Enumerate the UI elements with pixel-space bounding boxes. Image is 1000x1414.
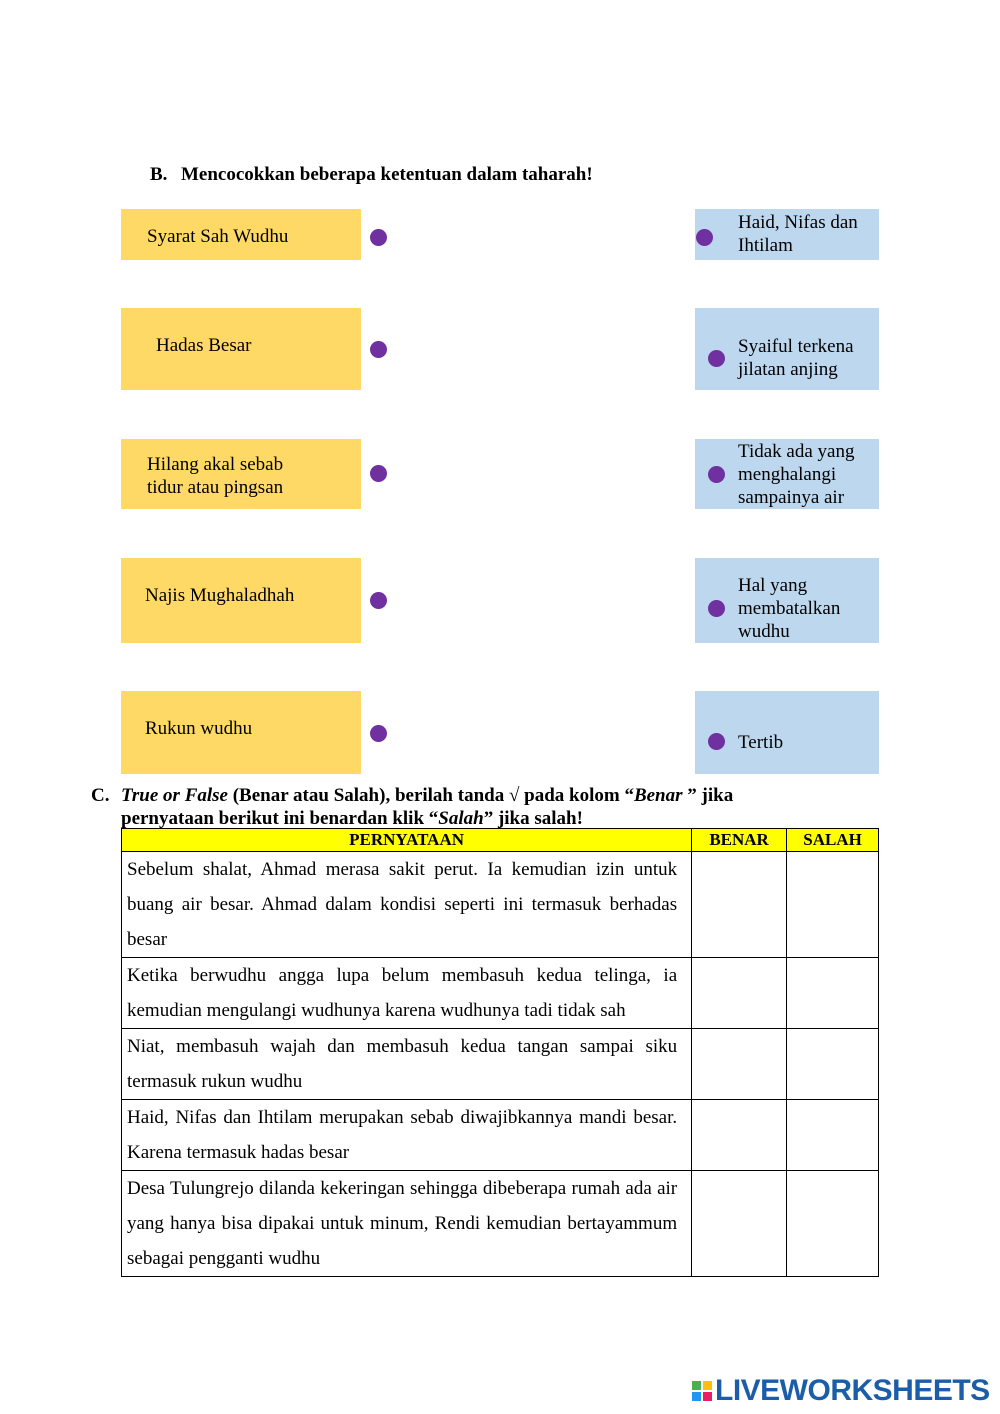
match-left-item-4 — [121, 558, 361, 643]
match-right-label: Tertib — [738, 732, 784, 753]
statement-cell: Niat, membasuh wajah dan membasuh kedua tangan sampai siku termasuk rukun wudhu — [122, 1029, 692, 1100]
section-c-line2-part2: ” jika salah! — [483, 808, 583, 829]
section-c-line-2 — [91, 807, 891, 830]
benar-checkbox-cell[interactable] — [692, 1171, 787, 1277]
section-b-title: Mencocokkan beberapa ketentuan dalam taharah! — [181, 164, 593, 185]
match-right-label: Haid, Nifas dan Ihtilam — [738, 212, 858, 256]
match-right-label: Tidak ada yang menghalangi sampainya air — [738, 441, 855, 508]
header-benar: BENAR — [692, 829, 787, 852]
section-c-title-part2: ” jika — [682, 785, 734, 806]
table-row — [122, 958, 879, 1029]
header-salah: SALAH — [787, 829, 879, 852]
match-left-item-1 — [121, 209, 361, 260]
section-c-title-italic: True or False — [121, 785, 228, 806]
salah-checkbox-cell[interactable] — [787, 852, 879, 958]
match-left-label: Syarat Sah Wudhu — [147, 226, 289, 247]
match-left-dot-5[interactable] — [370, 725, 387, 742]
match-left-item-2 — [121, 308, 361, 390]
table-header-row — [122, 829, 879, 852]
benar-checkbox-cell[interactable] — [692, 1100, 787, 1171]
table-row — [122, 1029, 879, 1100]
table-row — [122, 1100, 879, 1171]
match-left-dot-2[interactable] — [370, 341, 387, 358]
section-c-heading — [91, 784, 891, 830]
section-c-benar-italic: Benar — [633, 785, 683, 806]
match-right-dot-5[interactable] — [708, 733, 725, 750]
salah-checkbox-cell[interactable] — [787, 1029, 879, 1100]
match-left-label: Hilang akal sebab tidur atau pingsan — [147, 454, 284, 498]
match-right-dot-3[interactable] — [708, 466, 725, 483]
statement-cell: Sebelum shalat, Ahmad merasa sakit perut. Ia kemudian izin untuk buang air besar. Ahmad dalam kondisi seperti ini termasuk berhadas besar — [122, 852, 692, 958]
match-right-label: Syaiful terkena jilatan anjing — [738, 336, 854, 380]
match-right-label: Hal yang membatalkan wudhu — [738, 575, 841, 642]
section-c-letter: C. — [91, 785, 110, 806]
benar-checkbox-cell[interactable] — [692, 1029, 787, 1100]
logo-grid-icon — [692, 1381, 712, 1401]
match-left-label: Najis Mughaladhah — [145, 585, 295, 606]
benar-checkbox-cell[interactable] — [692, 958, 787, 1029]
statement-cell: Haid, Nifas dan Ihtilam merupakan sebab diwajibkannya mandi besar. Karena termasuk hadas besar — [122, 1100, 692, 1171]
match-right-item-5 — [695, 691, 879, 774]
match-left-item-5 — [121, 691, 361, 774]
match-right-dot-4[interactable] — [708, 600, 725, 617]
section-c-salah-italic: Salah — [438, 808, 484, 829]
match-left-label: Hadas Besar — [156, 335, 252, 356]
match-left-dot-3[interactable] — [370, 465, 387, 482]
match-left-dot-1[interactable] — [370, 229, 387, 246]
match-right-item-2 — [695, 308, 879, 390]
section-c-line2-part1: pernyataan berikut ini benardan klik “ — [121, 808, 439, 829]
statement-cell: Ketika berwudhu angga lupa belum membasuh kedua telinga, ia kemudian mengulangi wudhunya karena wudhunya tadi tidak sah — [122, 958, 692, 1029]
benar-checkbox-cell[interactable] — [692, 852, 787, 958]
header-statement: PERNYATAAN — [122, 829, 692, 852]
salah-checkbox-cell[interactable] — [787, 1100, 879, 1171]
section-c-line-1 — [91, 784, 891, 807]
table-row — [122, 852, 879, 958]
logo-text: LIVEWORKSHEETS — [715, 1374, 990, 1407]
match-right-item-4 — [695, 558, 879, 643]
liveworksheets-logo[interactable] — [692, 1376, 990, 1406]
match-right-dot-1[interactable] — [696, 229, 713, 246]
section-b-letter: B. — [150, 164, 168, 185]
true-false-table — [121, 828, 879, 1277]
match-right-item-1 — [695, 209, 879, 260]
match-left-label: Rukun wudhu — [145, 718, 253, 739]
match-left-item-3 — [121, 439, 361, 509]
section-c-title-part1: (Benar atau Salah), berilah tanda √ pada kolom “ — [227, 785, 634, 806]
match-left-dot-4[interactable] — [370, 592, 387, 609]
salah-checkbox-cell[interactable] — [787, 1171, 879, 1277]
statement-cell: Desa Tulungrejo dilanda kekeringan sehingga dibeberapa rumah ada air yang hanya bisa dipakai untuk minum, Rendi kemudian bertayammum sebagai pengganti wudhu — [122, 1171, 692, 1277]
salah-checkbox-cell[interactable] — [787, 958, 879, 1029]
table-row — [122, 1171, 879, 1277]
section-b-heading — [150, 164, 593, 186]
match-right-dot-2[interactable] — [708, 350, 725, 367]
